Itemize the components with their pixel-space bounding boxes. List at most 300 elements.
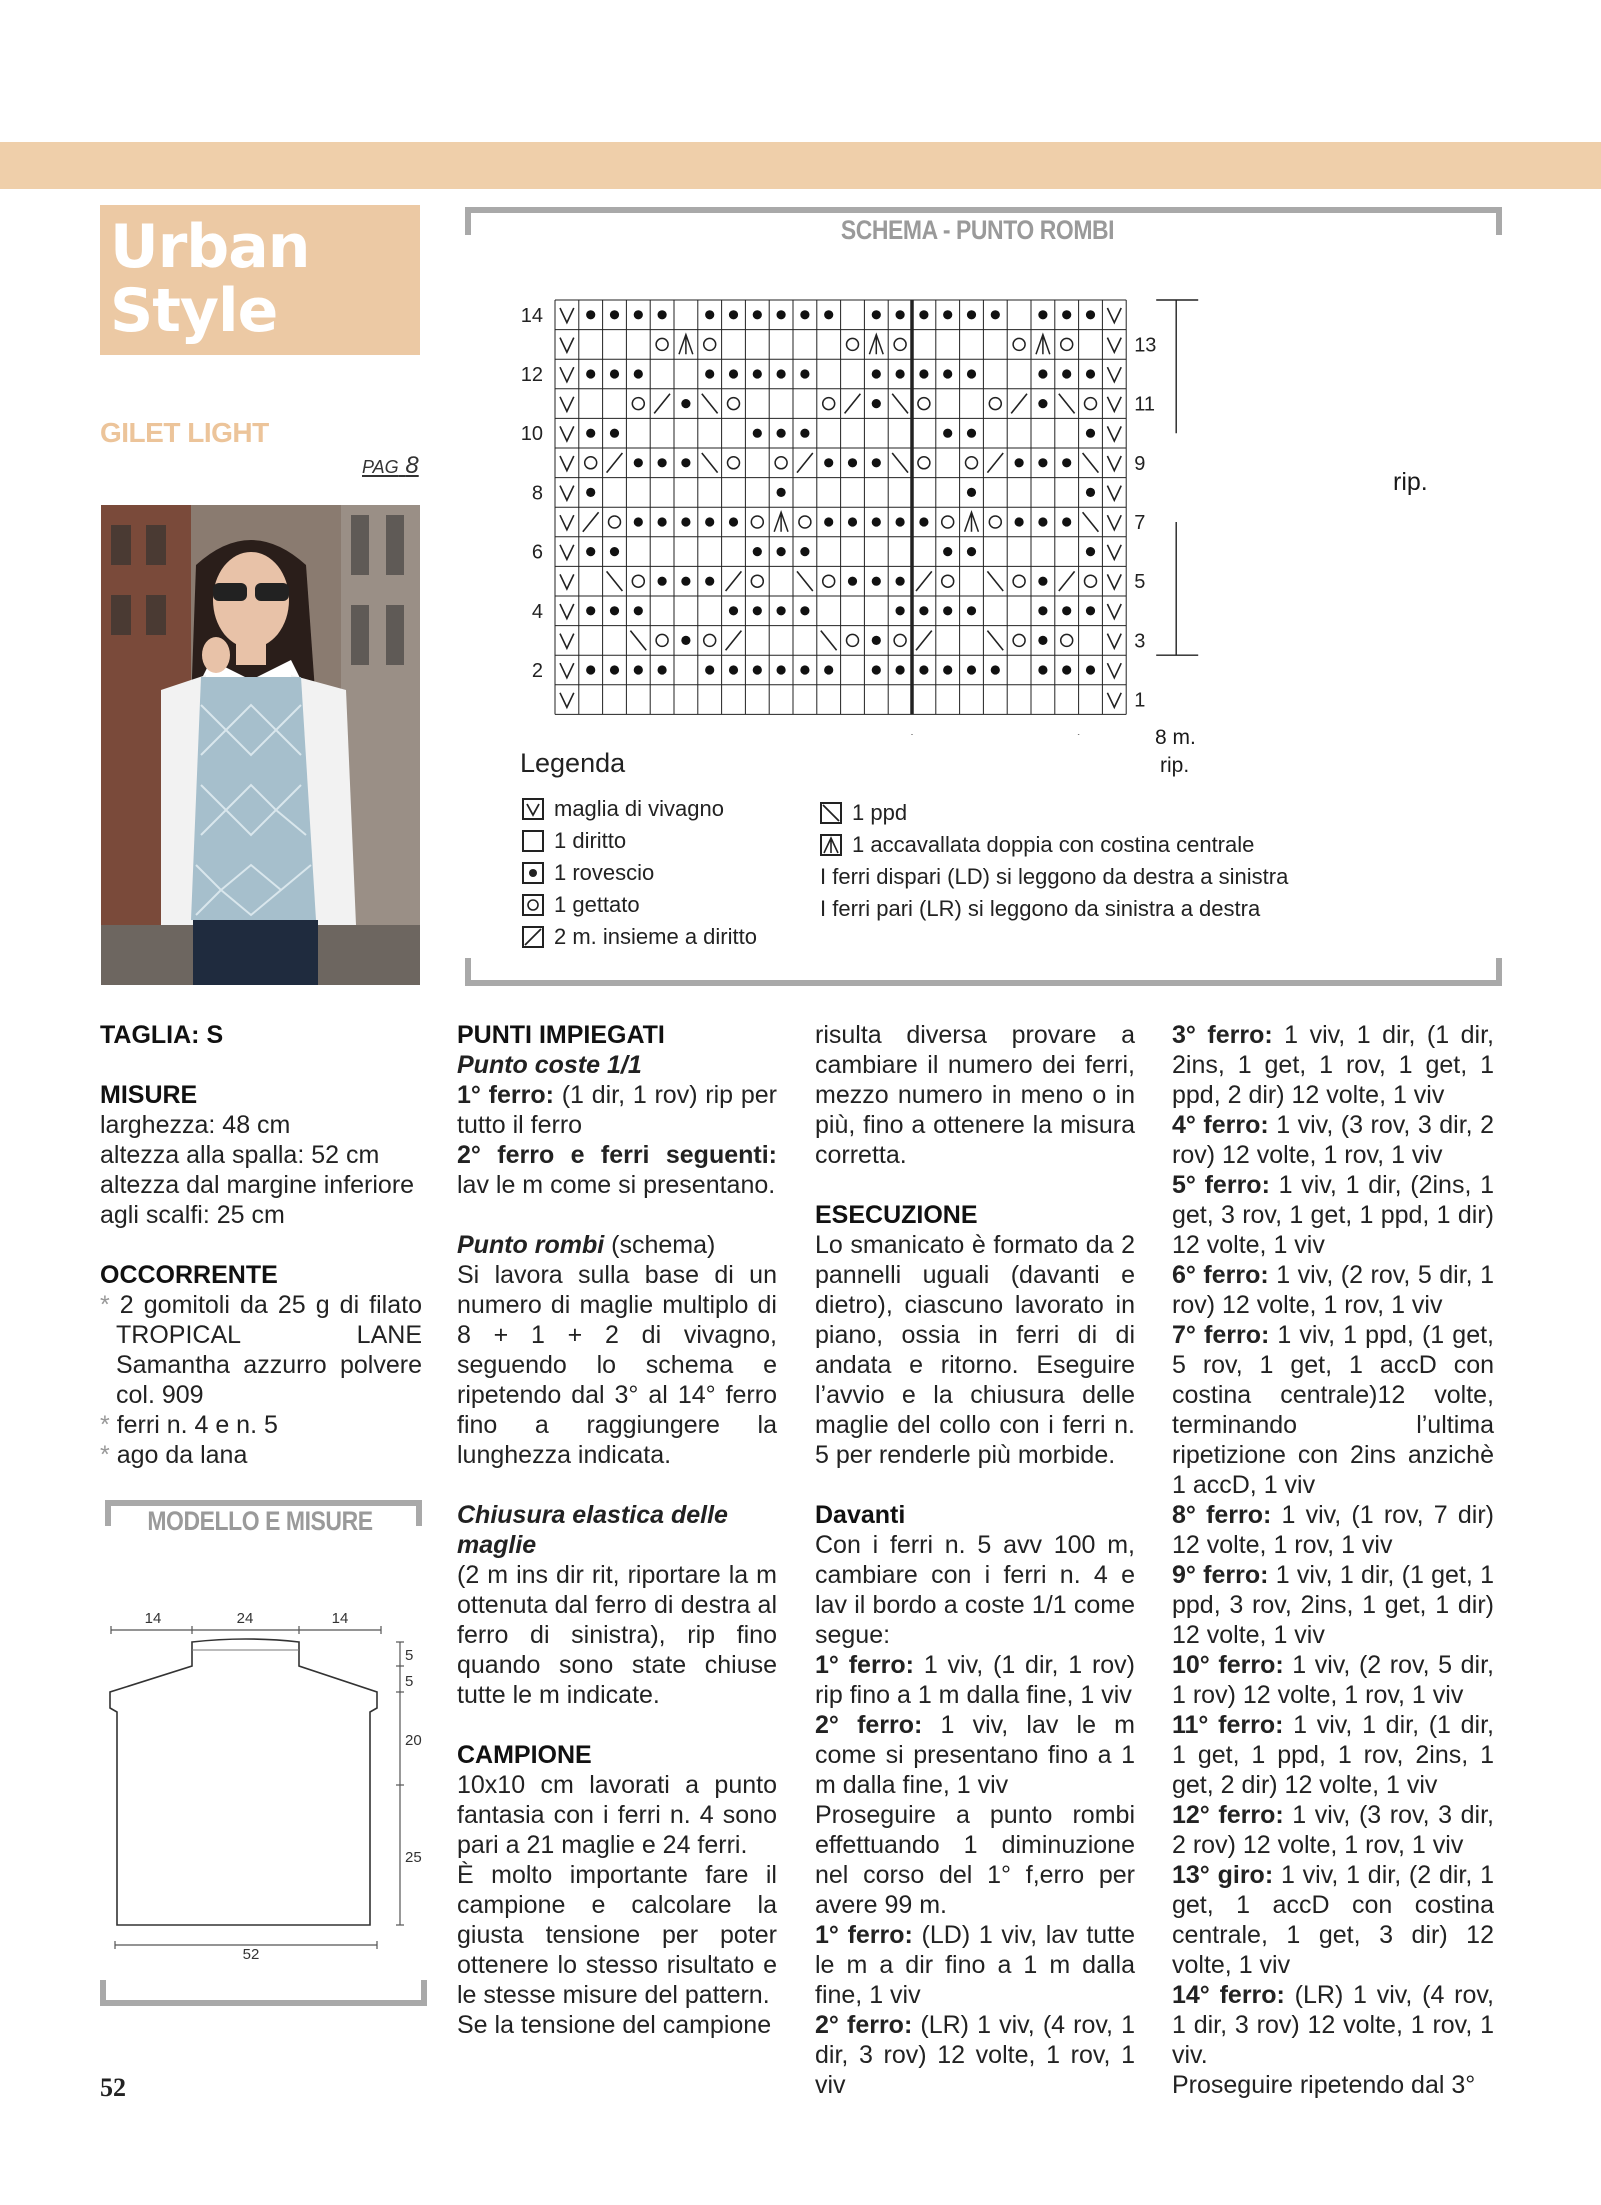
chart-symbol-ppd <box>702 453 718 473</box>
column-4 <box>1172 1020 1494 2100</box>
chart-symbol-purl <box>872 458 881 467</box>
chart-symbol-purl <box>943 369 952 378</box>
chart-symbol-purl <box>943 606 952 615</box>
chart-symbol-purl <box>777 488 786 497</box>
chart-symbol-purl <box>586 665 595 674</box>
yarnover-icon <box>522 894 544 916</box>
chart-symbol-yarnover <box>1085 398 1097 410</box>
chart-symbol-purl <box>753 429 762 438</box>
chart-symbol-purl <box>634 369 643 378</box>
chart-symbol-purl <box>1038 399 1047 408</box>
chart-symbol-selvage <box>560 663 574 678</box>
page-number: 52 <box>100 2073 126 2102</box>
chart-symbol-purl <box>610 429 619 438</box>
chart-symbol-purl <box>824 517 833 526</box>
chart-row-number-left: 8 <box>531 482 543 505</box>
k2tog-icon <box>522 926 544 948</box>
chart-symbol-purl <box>681 458 690 467</box>
chart-symbol-selvage <box>1107 693 1121 708</box>
chart-symbol-purl <box>1086 429 1095 438</box>
chart-symbol-double-decrease <box>965 512 979 532</box>
chart-symbol-purl <box>586 369 595 378</box>
pattern-row-label: 13° giro: <box>1172 1861 1274 1889</box>
chart-symbol-purl <box>872 310 881 319</box>
chart-symbol-purl <box>896 517 905 526</box>
pattern-row-label: 4° ferro: <box>1172 1111 1269 1139</box>
legend-label-k2tog: 2 m. insieme a diritto <box>554 924 757 949</box>
pattern-row-text: 1 viv, 1 dir, (1 dir, 1 get, 1 ppd, 1 rov, 2ins, 1 get, 2 dir) 12 volte, 1 viv <box>1172 1711 1495 1799</box>
chart-symbol-selvage <box>1107 604 1121 619</box>
chart-symbol-purl <box>658 665 667 674</box>
chart-symbol-purl <box>610 310 619 319</box>
rib-row2-label: 2° ferro e ferri seguenti: <box>457 1141 777 1169</box>
chart-symbol-purl <box>872 636 881 645</box>
chart-symbol-yarnover <box>989 516 1001 528</box>
chart-symbol-yarnover <box>656 634 668 646</box>
chart-symbol-yarnover <box>751 575 763 587</box>
chart-symbol-ppd <box>987 571 1003 591</box>
model-photo <box>101 505 420 985</box>
chart-symbol-yarnover <box>918 457 930 469</box>
chart-symbol-purl <box>967 606 976 615</box>
chart-symbol-purl <box>1086 665 1095 674</box>
chart-symbol-yarnover <box>989 398 1001 410</box>
chart-symbol-ppd <box>892 453 908 473</box>
pattern-row-label: 9° ferro: <box>1172 1561 1269 1589</box>
front-row1-label: 1° ferro: <box>815 1651 915 1679</box>
pattern-row-label: 11° ferro: <box>1172 1711 1284 1739</box>
legend-label-double-decrease: 1 accavallata doppia con costina centrale <box>852 832 1255 857</box>
diamond-stitch-title: Punto rombi <box>457 1231 605 1259</box>
chart-symbol-purl <box>967 310 976 319</box>
measure-line: larghezza: 48 cm <box>100 1111 291 1139</box>
pattern-row-text: 1 viv, 1 dir, (2ins, 1 get, 3 rov, 1 get, 1 ppd, 1 dir) 12 volte, 1 viv <box>1172 1171 1494 1259</box>
diagram-width-center: 24 <box>236 1610 254 1627</box>
legend-item-purl <box>522 857 757 889</box>
pattern-row1-text: (LD) 1 viv, lav tutte le m a dir fino a 1 m dalla fine, 1 viv <box>815 1921 1135 2009</box>
chart-symbol-purl <box>610 547 619 556</box>
chart-symbol-purl <box>1038 517 1047 526</box>
legend-title: Legenda <box>520 748 626 778</box>
chart-symbol-selvage <box>560 634 574 649</box>
chart-symbol-selvage <box>1107 574 1121 589</box>
chart-symbol-purl <box>634 517 643 526</box>
legend-note-odd: I ferri dispari (LD) si leggono da destra a sinistra <box>820 864 1289 889</box>
chart-symbol-selvage <box>560 604 574 619</box>
chart-symbol-k2tog <box>845 394 861 414</box>
chart-symbol-purl <box>634 458 643 467</box>
chart-symbol-selvage <box>560 397 574 412</box>
column-1 <box>100 1020 422 1470</box>
chart-symbol-purl <box>800 310 809 319</box>
title-line-1: Urban <box>110 212 310 282</box>
legend-label-knit: 1 diritto <box>554 828 627 853</box>
chart-symbol-purl <box>800 547 809 556</box>
chart-symbol-yarnover <box>704 338 716 350</box>
materials-item: * ago da lana <box>100 1440 422 1470</box>
chart-row-number-left: 12 <box>520 364 543 386</box>
chart-symbol-ppd <box>702 394 718 414</box>
chart-symbol-ppd <box>630 631 646 651</box>
chart-symbol-k2tog <box>583 512 599 532</box>
diagram-height-4: 25 <box>405 1849 422 1866</box>
chart-symbol-double-decrease <box>774 512 788 532</box>
chart-row-number-left: 6 <box>531 541 543 564</box>
pattern-last-line: Proseguire ripetendo dal 3° <box>1172 2071 1476 2099</box>
chart-symbol-selvage <box>1107 486 1121 501</box>
chart-symbol-k2tog <box>916 571 932 591</box>
chart-symbol-purl <box>753 547 762 556</box>
chart-symbol-purl <box>919 517 928 526</box>
chart-symbol-ppd <box>821 631 837 651</box>
column-3 <box>815 1020 1135 2100</box>
chart-symbol-k2tog <box>987 453 1003 473</box>
chart-symbol-purl <box>872 517 881 526</box>
repeat-vertical-label: rip. <box>1393 468 1428 496</box>
chart-symbol-purl <box>729 517 738 526</box>
chart-symbol-double-decrease <box>679 335 693 355</box>
diamond-stitch-text: Si lavora sulla base di un numero di maglie multiplo di 8 + 1 + 2 di vivagno, seguendo lo schema e ripetendo dal 3° al 14° ferro fino a raggiungere la lunghezza indicata. <box>457 1261 777 1469</box>
measure-line: altezza alla spalla: 52 cm <box>100 1141 380 1169</box>
chart-symbol-purl <box>705 577 714 586</box>
diamond-stitch-suffix: (schema) <box>604 1231 716 1259</box>
chart-symbol-purl <box>943 310 952 319</box>
execution-text: Lo smanicato è formato da 2 pannelli uguali (davanti e dietro), ciascuno lavorato in piano, ossia in ferri di di andata e ritorno. Eseguire l’avvio e la chiusura delle maglie del collo con i ferri n. 5 per renderle più morbide. <box>815 1231 1135 1469</box>
chart-symbol-purl <box>848 458 857 467</box>
chart-symbol-purl <box>1086 606 1095 615</box>
chart-symbol-yarnover <box>823 575 835 587</box>
chart-symbol-purl <box>705 665 714 674</box>
chart-symbol-purl <box>634 310 643 319</box>
measure-line: altezza dal margine inferiore <box>100 1171 415 1199</box>
chart-row-number-right: 11 <box>1134 393 1155 416</box>
size-heading: TAGLIA: S <box>100 1021 224 1049</box>
chart-symbol-ppd <box>1083 512 1099 532</box>
repeat-horizontal-label-2: rip. <box>1160 754 1190 777</box>
chart-symbol-purl <box>1038 310 1047 319</box>
chart-symbol-ppd <box>987 631 1003 651</box>
chart-row-number-left: 14 <box>520 304 543 327</box>
chart-symbol-purl <box>800 606 809 615</box>
pattern-row-label: 14° ferro: <box>1172 1981 1285 2009</box>
chart-symbol-purl <box>753 665 762 674</box>
chart-symbol-k2tog <box>726 631 742 651</box>
diagram-height-1: 5 <box>405 1647 414 1664</box>
chart-symbol-purl <box>586 310 595 319</box>
chart-symbol-purl <box>1038 369 1047 378</box>
chart-symbol-selvage <box>1107 515 1121 530</box>
chart-symbol-purl <box>1086 547 1095 556</box>
legend-label-purl: 1 rovescio <box>554 860 655 885</box>
pattern-row-label: 3° ferro: <box>1172 1021 1273 1049</box>
chart-symbol-purl <box>610 606 619 615</box>
chart-symbol-yarnover <box>632 575 644 587</box>
chart-symbol-purl <box>753 369 762 378</box>
schema-title: SCHEMA - PUNTO ROMBI <box>840 215 1115 245</box>
chart-symbol-purl <box>586 547 595 556</box>
execution-heading: ESECUZIONE <box>815 1201 978 1229</box>
chart-symbol-ppd <box>892 394 908 414</box>
chart-symbol-selvage <box>1107 634 1121 649</box>
chart-symbol-ppd <box>1059 394 1075 414</box>
chart-symbol-selvage <box>1107 426 1121 441</box>
chart-symbol-yarnover <box>894 634 906 646</box>
legend-label-ppd: 1 ppd <box>852 800 908 825</box>
chart-symbol-selvage <box>560 308 574 323</box>
chart-symbol-purl <box>1015 517 1024 526</box>
chart-symbol-selvage <box>560 367 574 382</box>
chart-symbol-purl <box>824 665 833 674</box>
pattern-row-text: 1 viv, (2 rov, 5 dir, 1 rov) 12 volte, 1 rov, 1 viv <box>1172 1651 1494 1709</box>
chart-symbol-purl <box>1086 310 1095 319</box>
gauge-continued: risulta diversa provare a cambiare il numero dei ferri, mezzo numero in meno o in più, fino a ottenere la misura corretta. <box>815 1021 1135 1169</box>
bindoff-title: Chiusura elastica delle maglie <box>457 1501 728 1559</box>
gauge-text-1: 10x10 cm lavorati a punto fantasia con i ferri n. 4 sono pari a 21 maglie e 24 ferri. <box>457 1771 777 1859</box>
chart-symbol-purl <box>1015 458 1024 467</box>
pattern-row-text: (LR) 1 viv, (4 rov, 1 dir, 3 rov) 12 volte, 1 rov, 1 viv. <box>1172 1981 1494 2069</box>
pattern-row-text: 1 viv, (1 rov, 7 dir) 12 volte, 1 rov, 1 viv <box>1172 1501 1494 1559</box>
chart-symbol-purl <box>1062 665 1071 674</box>
modello-frame-bottom <box>100 1980 427 2006</box>
pattern-row-label: 10° ferro: <box>1172 1651 1284 1679</box>
rib-stitch-title: Punto coste 1/1 <box>457 1051 642 1079</box>
chart-symbol-purl <box>729 665 738 674</box>
chart-symbol-purl <box>967 369 976 378</box>
chart-symbol-yarnover <box>1013 338 1025 350</box>
chart-symbol-purl <box>991 665 1000 674</box>
chart-symbol-yarnover <box>704 634 716 646</box>
diagram-height-2: 5 <box>405 1673 414 1690</box>
double-decrease-icon <box>820 834 842 856</box>
chart-symbol-selvage <box>1107 308 1121 323</box>
rib-row1-text: (1 dir, 1 rov) rip per tutto il ferro <box>457 1081 777 1139</box>
front-row2-text: 1 viv, lav le m come si presentano fino a 1 m dalla fine, 1 viv <box>815 1711 1135 1799</box>
chart-row-labels <box>521 300 1198 735</box>
chart-symbol-yarnover <box>847 338 859 350</box>
legend-item-ppd <box>820 797 1288 829</box>
chart-symbol-purl <box>729 310 738 319</box>
chart-symbol-yarnover <box>847 634 859 646</box>
title-line-2: Style <box>110 276 278 346</box>
chart-symbol-selvage <box>1107 545 1121 560</box>
chart-symbol-selvage <box>560 545 574 560</box>
chart-symbol-purl <box>896 577 905 586</box>
schema-frame-bottom <box>465 958 1502 986</box>
photo-illustration <box>101 505 420 985</box>
chart-row-number-left: 4 <box>531 600 543 623</box>
modello-title: MODELLO E MISURE <box>147 1506 373 1536</box>
pattern-row-label: 7° ferro: <box>1172 1321 1270 1349</box>
chart-symbol-yarnover <box>799 516 811 528</box>
legend-item-selvage <box>522 793 757 825</box>
garment-schematic <box>105 1600 425 1970</box>
chart-symbol-k2tog <box>726 571 742 591</box>
chart-symbol-purl <box>872 665 881 674</box>
chart-row-number-left: 10 <box>520 423 543 446</box>
chart-symbol-purl <box>1038 458 1047 467</box>
chart-symbol-purl <box>705 310 714 319</box>
chart-symbol-yarnover <box>751 516 763 528</box>
front-continue: Proseguire a punto rombi effettuando 1 diminuzione nel corso del 1° f,erro per avere 99 m. <box>815 1801 1135 1919</box>
chart-symbol-yarnover <box>894 338 906 350</box>
chart-row-number-left: 2 <box>531 660 543 682</box>
chart-symbol-purl <box>848 577 857 586</box>
rib-row1-label: 1° ferro: <box>457 1081 554 1109</box>
chart-symbol-purl <box>777 429 786 438</box>
diagram-height-3: 20 <box>405 1732 422 1749</box>
pattern-row-label: 12° ferro: <box>1172 1801 1284 1829</box>
chart-symbol-purl <box>1062 458 1071 467</box>
chart-gridlines <box>555 300 1126 714</box>
chart-symbol-purl <box>800 429 809 438</box>
chart-symbol-selvage <box>1107 338 1121 353</box>
pattern-row-label: 6° ferro: <box>1172 1261 1269 1289</box>
chart-symbol-selvage <box>560 426 574 441</box>
chart-symbol-purl <box>753 310 762 319</box>
chart-symbol-selvage <box>560 486 574 501</box>
chart-symbol-selvage <box>1107 663 1121 678</box>
measures-heading: MISURE <box>100 1081 198 1109</box>
page-ref-prefix: PAG <box>362 457 399 477</box>
pattern-row-label: 8° ferro: <box>1172 1501 1272 1529</box>
chart-symbol-purl <box>777 665 786 674</box>
gauge-text-2: È molto importante fare il campione e calcolare la giusta tensione per poter ottenere lo stesso risultato e le stesse misure del pattern. <box>457 1861 777 2009</box>
chart-symbol-purl <box>967 547 976 556</box>
project-name: GILET LIGHT <box>100 417 269 448</box>
chart-symbol-double-decrease <box>869 335 883 355</box>
chart-symbol-purl <box>800 665 809 674</box>
chart-symbol-purl <box>634 606 643 615</box>
diagram-width-right: 14 <box>331 1610 349 1627</box>
chart-symbol-yarnover <box>728 457 740 469</box>
chart-symbol-yarnover <box>728 398 740 410</box>
chart-symbol-ppd <box>1083 453 1099 473</box>
chart-symbol-purl <box>872 577 881 586</box>
chart-symbol-purl <box>896 310 905 319</box>
pattern-row-text: 1 viv, 1 dir, (2 dir, 1 get, 1 accD con costina centrale, 1 get, 3 dir) 12 volte, 1 viv <box>1172 1861 1495 1979</box>
page-reference[interactable] <box>362 452 419 480</box>
chart-symbol-yarnover <box>942 575 954 587</box>
chart-symbol-purl <box>919 665 928 674</box>
chart-symbol-k2tog <box>654 394 670 414</box>
legend-note-even: I ferri pari (LR) si leggono da sinistra a destra <box>820 896 1261 921</box>
header-band <box>0 142 1601 189</box>
chart-symbol-yarnover <box>1061 634 1073 646</box>
pattern-row1-label: 1° ferro: <box>815 1921 913 1949</box>
diagram-bottom-width: 52 <box>242 1946 260 1963</box>
chart-symbol-yarnover <box>656 338 668 350</box>
chart-symbol-purl <box>1038 636 1047 645</box>
chart-symbol-purl <box>824 310 833 319</box>
legend-item-double-decrease <box>820 829 1288 861</box>
chart-symbol-purl <box>943 665 952 674</box>
chart-symbol-purl <box>610 665 619 674</box>
chart-symbol-purl <box>967 429 976 438</box>
chart-symbol-purl <box>872 369 881 378</box>
chart-symbol-yarnover <box>942 516 954 528</box>
chart-symbol-purl <box>681 577 690 586</box>
pattern-row2-text: (LR) 1 viv, (4 rov, 1 dir, 3 rov) 12 volte, 1 rov, 1 viv <box>815 2011 1135 2099</box>
chart-symbol-selvage <box>1107 397 1121 412</box>
chart-symbol-purl <box>777 606 786 615</box>
pattern-row-text: 1 viv, (3 rov, 3 dir, 2 rov) 12 volte, 1 rov, 1 viv <box>1172 1111 1495 1169</box>
chart-symbol-purl <box>681 636 690 645</box>
chart-symbol-purl <box>919 606 928 615</box>
chart-symbol-purl <box>729 606 738 615</box>
chart-symbol-purl <box>896 665 905 674</box>
chart-symbol-k2tog <box>797 453 813 473</box>
chart-symbol-purl <box>658 577 667 586</box>
chart-symbol-yarnover <box>1061 338 1073 350</box>
chart-symbol-purl <box>705 517 714 526</box>
knit-icon <box>522 830 544 852</box>
measure-line: agli scalfi: 25 cm <box>100 1201 285 1229</box>
legend-label-yarnover: 1 gettato <box>554 892 640 917</box>
chart-symbol-purl <box>586 429 595 438</box>
chart-symbol-purl <box>729 369 738 378</box>
chart-symbol-purl <box>896 369 905 378</box>
chart-symbol-purl <box>634 665 643 674</box>
legend-left <box>522 793 757 953</box>
chart-symbol-purl <box>705 369 714 378</box>
chart-symbol-yarnover <box>632 398 644 410</box>
chart-symbol-purl <box>586 488 595 497</box>
selvage-icon <box>522 798 544 820</box>
chart-symbol-yarnover <box>1013 634 1025 646</box>
diagram-width-left: 14 <box>144 1610 162 1627</box>
chart-symbol-yarnover <box>775 457 787 469</box>
rib-row2-text: lav le m come si presentano. <box>457 1171 776 1199</box>
chart-symbol-yarnover <box>966 457 978 469</box>
ppd-icon <box>820 802 842 824</box>
chart-symbol-purl <box>824 458 833 467</box>
stitches-heading: PUNTI IMPIEGATI <box>457 1021 665 1049</box>
materials-item: * 2 gomitoli da 25 g di filato TROPICAL LANE Samantha azzurro polvere col. 909 <box>100 1290 422 1410</box>
chart-symbol-purl <box>1086 488 1095 497</box>
gauge-text-3: Se la tensione del campione <box>457 2011 772 2039</box>
chart-symbol-purl <box>1038 665 1047 674</box>
repeat-horizontal-label-1: 8 m. <box>1155 726 1196 749</box>
chart-row-number-right: 9 <box>1134 452 1146 475</box>
chart-symbol-purl <box>872 399 881 408</box>
chart-symbol-purl <box>943 429 952 438</box>
legend-right <box>820 797 1288 925</box>
chart-symbol-k2tog <box>1011 394 1027 414</box>
stitch-chart <box>500 295 1460 735</box>
chart-symbol-selvage <box>560 574 574 589</box>
chart-symbol-k2tog <box>1059 571 1075 591</box>
chart-symbol-double-decrease <box>1036 335 1050 355</box>
pattern-row-text: 1 viv, (3 rov, 3 dir, 2 rov) 12 volte, 1 rov, 1 viv <box>1172 1801 1494 1859</box>
chart-symbol-selvage <box>560 338 574 353</box>
chart-symbol-selvage <box>1107 456 1121 471</box>
chart-symbol-yarnover <box>585 457 597 469</box>
chart-symbol-purl <box>848 517 857 526</box>
gauge-heading: CAMPIONE <box>457 1741 592 1769</box>
chart-symbol-purl <box>586 606 595 615</box>
chart-symbol-purl <box>1086 369 1095 378</box>
chart-symbol-purl <box>658 517 667 526</box>
chart-symbol-purl <box>967 665 976 674</box>
chart-symbol-purl <box>777 547 786 556</box>
front-row2-label: 2° ferro: <box>815 1711 923 1739</box>
front-heading: Davanti <box>815 1501 906 1529</box>
chart-symbol-selvage <box>1107 367 1121 382</box>
bindoff-text: (2 m ins dir rit, riportare la m ottenuta dal ferro di destra al ferro di sinistra), rip fino quando sono state chiuse tutte le m indicate. <box>457 1561 777 1709</box>
legend-item-knit <box>522 825 757 857</box>
chart-symbol-purl <box>658 458 667 467</box>
chart-symbol-purl <box>777 369 786 378</box>
